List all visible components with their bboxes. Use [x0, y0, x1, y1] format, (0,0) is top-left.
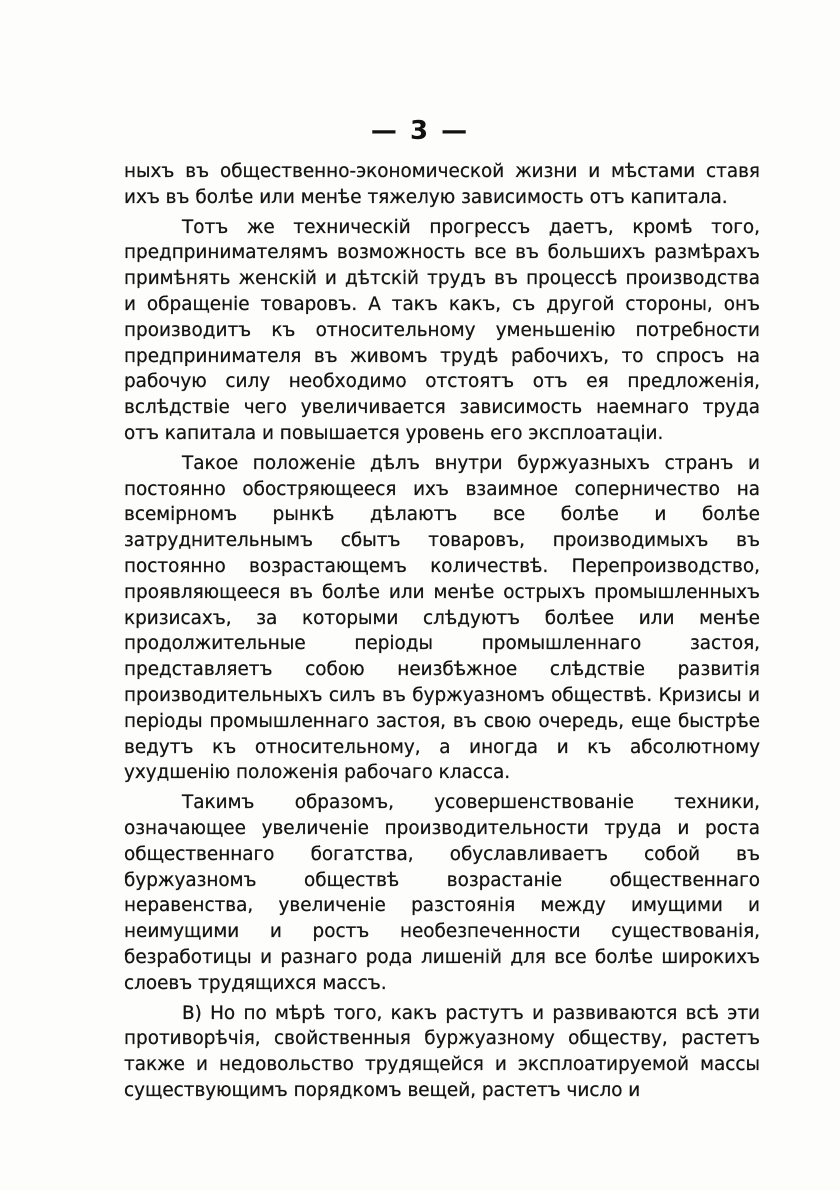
paragraph-conclusion: Такимъ образомъ, усовершенствованіе техники, означающее увеличеніе производительности труда и роста общественнаго богатства, обуславливаетъ собой въ буржуазномъ обществѣ возрастаніе общественнаго неравенства, увеличеніе разстоянія между имущими и неимущими и ростъ необезпеченности существованія, безработицы и разнаго рода лишеній для все болѣе широкихъ слоевъ трудящихся массъ.: [124, 792, 760, 994]
paragraph-section-b: В) Но по мѣрѣ того, какъ растутъ и развиваются всѣ эти противорѣчія, свойственныя буржуазному обществу, растетъ также и недовольство трудящейся и эксплоатируемой массы существующимъ порядкомъ вещей, растетъ число и: [124, 1002, 760, 1101]
paragraph-bourgeois-countries: Такое положеніе дѣлъ внутри буржуазныхъ странъ и постоянно обостряющееся ихъ взаимное соперничество на всемірномъ рынкѣ дѣлаютъ все болѣе и болѣе затруднительнымъ сбытъ товаровъ, производимыхъ въ постоянно возрастающемъ количествѣ. Перепроизводство, проявляющееся въ болѣе или менѣе острыхъ промышленныхъ кризисахъ, за которыми слѣдуютъ болѣее или менѣе продолжительные періоды промышленнаго застоя, представляетъ собою неизбѣжное слѣдствіе развитія производительныхъ силъ въ буржуазномъ обществѣ. Кризисы и періоды промышленнаго застоя, въ свою очередь, еще быстрѣе ведутъ къ относительному, а иногда и къ абсолютному ухудшенію положенія рабочаго класса.: [124, 452, 760, 784]
paragraph-continuation: ныхъ въ общественно-экономической жизни и мѣстами ставя ихъ въ болѣе или менѣе тяжелую зависимость отъ капитала.: [124, 161, 760, 208]
page-number: — 3 —: [370, 116, 470, 146]
paragraph-technical-progress: Тотъ же техническій прогрессъ даетъ, кромѣ того, предпринимателямъ возможность все въ большихъ размѣрахъ примѣнять женскій и дѣтскій трудъ въ процессѣ производства и обращеніе товаровъ. А такъ какъ, съ другой стороны, онъ производитъ къ относительному уменьшенію потребности предпринимателя въ живомъ трудѣ рабочихъ, то спросъ на рабочую силу необходимо отстоятъ отъ ея предложенія, вслѣдствіе чего увеличивается зависимость наемнаго труда отъ капитала и повышается уровень его эксплоатаціи.: [124, 216, 760, 444]
body-text: [124, 159, 760, 1104]
